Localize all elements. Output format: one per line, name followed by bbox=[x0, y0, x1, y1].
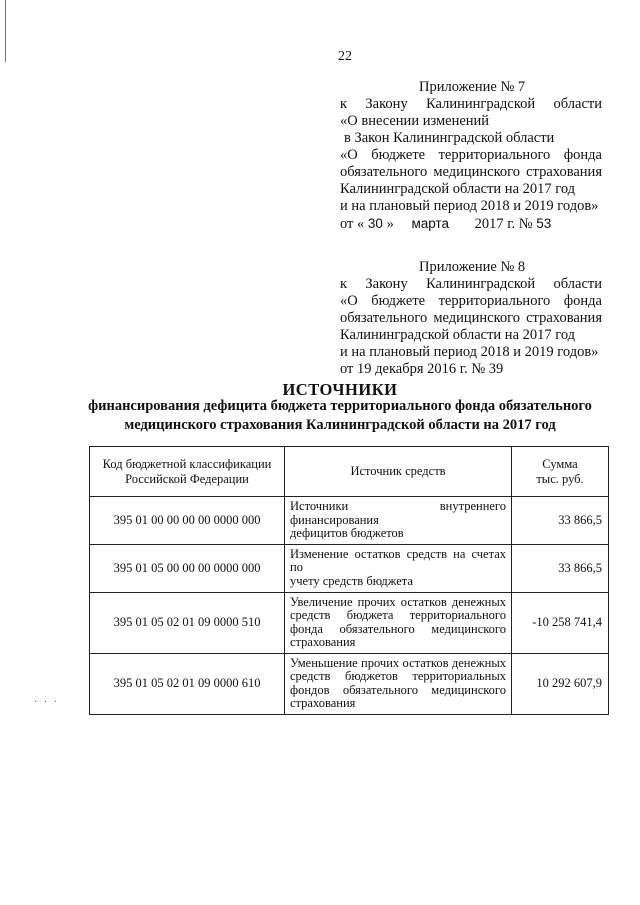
row-source-line: средств бюджета территориального bbox=[290, 608, 506, 622]
scan-dots: · · · bbox=[34, 697, 59, 708]
column-header-amount-line: тыс. руб. bbox=[536, 471, 584, 486]
column-header-code-line: Код бюджетной классификации bbox=[102, 456, 272, 471]
table-row bbox=[90, 653, 609, 714]
row-amount: 33 866,5 bbox=[512, 497, 609, 545]
appendix-8-title: Приложение № 8 bbox=[419, 259, 526, 275]
row-source bbox=[285, 544, 512, 592]
page-number: 22 bbox=[338, 49, 352, 64]
document-subtitle bbox=[70, 397, 610, 435]
table-row bbox=[90, 544, 609, 592]
appendix-7-line: и на плановый период 2018 и 2019 годов» bbox=[340, 198, 599, 214]
row-source-line: фондов обязательного медицинского bbox=[290, 682, 506, 697]
row-source-line: страхования bbox=[290, 635, 356, 649]
date-quote-close: » bbox=[386, 216, 394, 232]
appendix-7-line: Калининградской области на 2017 год bbox=[340, 181, 576, 197]
column-header-amount-line: Сумма bbox=[542, 456, 578, 471]
row-source-line: фонда обязательного медицинского bbox=[290, 621, 506, 636]
row-source-line: средств бюджетов территориальных bbox=[290, 669, 506, 683]
appendix-8-line: обязательного медицинского страхования bbox=[340, 310, 602, 326]
row-code: 395 01 05 00 00 00 0000 000 bbox=[90, 544, 285, 592]
row-source-line: Источники внутреннего финансирования bbox=[290, 499, 506, 527]
appendix-8-header bbox=[340, 259, 602, 378]
appendix-7-title: Приложение № 7 bbox=[419, 79, 526, 95]
table-header-row bbox=[90, 447, 609, 497]
row-source-line: страхования bbox=[290, 696, 356, 710]
row-source bbox=[285, 497, 512, 545]
column-header-code-line: Российской Федерации bbox=[125, 471, 249, 486]
document-subtitle-line: финансирования дефицита бюджета территориального фонда обязательного bbox=[88, 398, 592, 414]
appendix-7-header bbox=[340, 79, 602, 233]
row-source-line: Увеличение прочих остатков денежных bbox=[290, 594, 506, 609]
row-amount: 33 866,5 bbox=[512, 544, 609, 592]
row-source-line: Уменьшение прочих остатков денежных bbox=[290, 655, 506, 670]
row-code: 395 01 05 02 01 09 0000 510 bbox=[90, 592, 285, 653]
column-header-source: Источник средств bbox=[285, 447, 512, 497]
row-code: 395 01 00 00 00 00 0000 000 bbox=[90, 497, 285, 545]
appendix-7-line: к Закону Калининградской области bbox=[340, 96, 602, 112]
appendix-8-line: «О бюджете территориального фонда bbox=[340, 293, 602, 309]
row-amount: 10 292 607,9 bbox=[512, 653, 609, 714]
appendix-8-line: и на плановый период 2018 и 2019 годов» bbox=[340, 344, 599, 360]
column-header-amount bbox=[512, 447, 609, 497]
left-edge-scan-mark bbox=[5, 0, 6, 62]
row-source-line: дефицитов бюджетов bbox=[290, 526, 404, 540]
appendix-7-line: обязательного медицинского страхования bbox=[340, 164, 602, 180]
appendix-8-line: к Закону Калининградской области bbox=[340, 276, 602, 292]
document-title: ИСТОЧНИКИ bbox=[282, 380, 398, 399]
appendix-7-date bbox=[340, 215, 602, 233]
row-source bbox=[285, 592, 512, 653]
row-source-line: учету средств бюджета bbox=[290, 573, 413, 588]
row-amount: -10 258 741,4 bbox=[512, 592, 609, 653]
row-code: 395 01 05 02 01 09 0000 610 bbox=[90, 653, 285, 714]
document-subtitle-line: медицинского страхования Калининградской области на 2017 год bbox=[124, 417, 556, 433]
date-day-handwritten: 30 bbox=[367, 216, 383, 231]
sources-table bbox=[89, 446, 609, 715]
row-source bbox=[285, 653, 512, 714]
appendix-7-line: в Закон Калининградской области bbox=[344, 130, 555, 146]
appendix-8-line: от 19 декабря 2016 г. № 39 bbox=[340, 361, 504, 377]
date-month-handwritten: марта bbox=[411, 216, 449, 231]
table-row bbox=[90, 497, 609, 545]
appendix-8-line: Калининградской области на 2017 год bbox=[340, 327, 576, 343]
date-prefix: от « bbox=[340, 216, 365, 232]
appendix-7-line: «О бюджете территориального фонда bbox=[340, 147, 602, 163]
date-number-handwritten: 53 bbox=[536, 216, 552, 231]
row-source-line: Изменение остатков средств на счетах по bbox=[290, 546, 506, 575]
date-year: 2017 г. № bbox=[474, 216, 533, 232]
column-header-code bbox=[90, 447, 285, 497]
appendix-7-line: «О внесении изменений bbox=[340, 113, 490, 129]
table-row bbox=[90, 592, 609, 653]
